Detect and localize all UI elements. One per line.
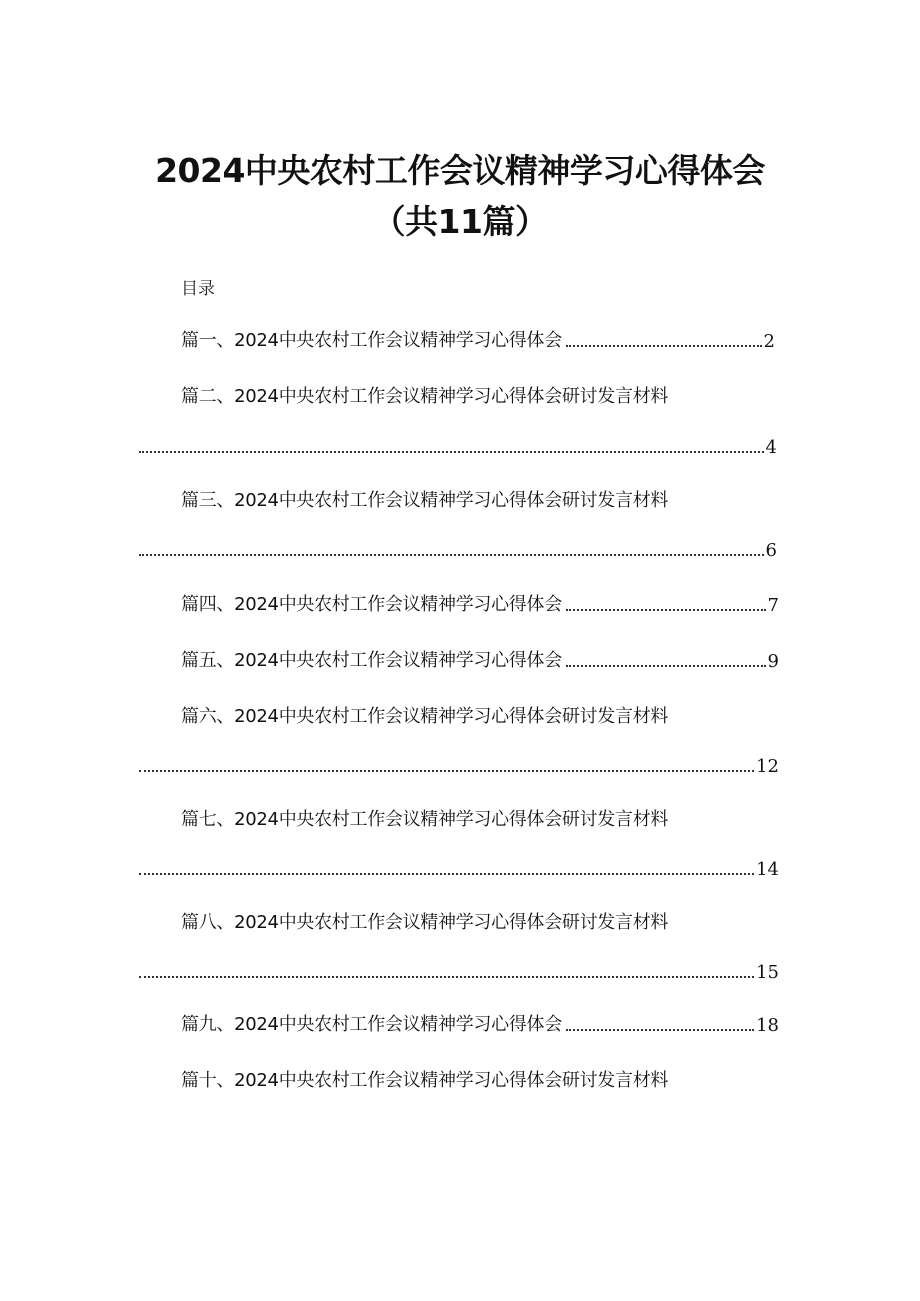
toc-leader: [139, 553, 764, 556]
toc-leader: [139, 450, 764, 453]
toc-entry-8-leader-line[interactable]: [139, 959, 779, 983]
toc-heading: 目录: [181, 279, 215, 299]
toc-leader: [566, 608, 766, 611]
toc-entry-3-leader-line[interactable]: [139, 537, 777, 561]
toc-entry-title: 篇三、2024中央农村工作会议精神学习心得体会研讨发言材料: [181, 490, 669, 511]
toc-page-number: 15: [756, 962, 779, 983]
toc-entry-title: 篇四、2024中央农村工作会议精神学习心得体会: [181, 594, 562, 615]
toc-entry-title: 篇七、2024中央农村工作会议精神学习心得体会研讨发言材料: [181, 809, 669, 830]
toc-leader: [566, 1028, 754, 1031]
document-title: 2024中央农村工作会议精神学习心得体会: [155, 151, 765, 190]
toc-entry-2[interactable]: [181, 380, 741, 408]
toc-entry-title: 篇二、2024中央农村工作会议精神学习心得体会研讨发言材料: [181, 386, 669, 407]
toc-page-number: 9: [767, 651, 779, 672]
toc-page-number: 4: [765, 437, 777, 458]
toc-entry-5[interactable]: [181, 644, 779, 672]
toc-page-number: 2: [763, 331, 775, 352]
toc-entry-7[interactable]: [181, 803, 741, 831]
toc-page-number: 18: [756, 1015, 779, 1036]
toc-entry-6[interactable]: [181, 700, 741, 728]
toc-leader: [139, 872, 754, 875]
toc-entry-title: 篇九、2024中央农村工作会议精神学习心得体会: [181, 1014, 562, 1035]
toc-page-number: 14: [756, 859, 779, 880]
toc-entry-2-leader-line[interactable]: [139, 434, 777, 458]
toc-entry-8[interactable]: [181, 906, 741, 934]
toc-entry-9[interactable]: [181, 1008, 779, 1036]
document-subtitle: （共11篇）: [372, 202, 548, 241]
toc-entry-10[interactable]: [181, 1064, 741, 1092]
toc-entry-3[interactable]: [181, 484, 741, 512]
toc-entry-4[interactable]: [181, 588, 779, 616]
toc-leader: [566, 664, 766, 667]
toc-leader: [566, 344, 762, 347]
toc-leader: [139, 769, 754, 772]
toc-entry-1[interactable]: [181, 324, 775, 352]
toc-entry-7-leader-line[interactable]: [139, 856, 779, 880]
toc-leader: [139, 975, 754, 978]
toc-page-number: 6: [765, 540, 777, 561]
toc-entry-title: 篇八、2024中央农村工作会议精神学习心得体会研讨发言材料: [181, 912, 669, 933]
toc-entry-title: 篇一、2024中央农村工作会议精神学习心得体会: [181, 330, 562, 351]
toc-entry-title: 篇六、2024中央农村工作会议精神学习心得体会研讨发言材料: [181, 706, 669, 727]
toc-page-number: 7: [767, 595, 779, 616]
toc-entry-title: 篇五、2024中央农村工作会议精神学习心得体会: [181, 650, 562, 671]
toc-entry-6-leader-line[interactable]: [139, 753, 779, 777]
toc-page-number: 12: [756, 756, 779, 777]
toc-entry-title: 篇十、2024中央农村工作会议精神学习心得体会研讨发言材料: [181, 1070, 669, 1091]
